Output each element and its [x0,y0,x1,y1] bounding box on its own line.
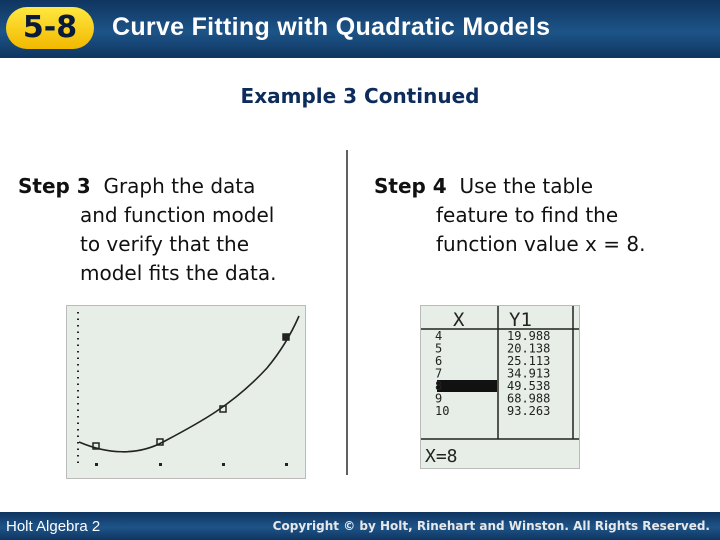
step3-line: Graph the data [103,174,256,198]
table-cell-x: 9 [435,391,443,406]
footer-book-title: Holt Algebra 2 [6,518,101,535]
table-cell-y1: 93.263 [507,404,551,418]
table-cell-x: 10 [435,404,450,418]
calculator-table-screen [420,305,580,469]
table-cell-y1: 49.538 [507,379,551,393]
selected-row-highlight [437,380,497,392]
table-cell-y1: 19.988 [507,329,551,343]
x-tick [222,463,225,466]
quadratic-curve [79,316,299,452]
table-svg [421,306,579,468]
example-subtitle: Example 3 Continued [240,84,480,108]
table-cell-x: 8 [435,379,443,393]
table-header-x: X [453,309,465,331]
graph-svg [67,306,305,478]
footer-bar [0,512,720,540]
step3-line: and function model [80,203,275,227]
data-point [283,334,289,340]
step3-line: model fits the data. [80,261,277,285]
table-cell-y1: 20.138 [507,341,551,356]
step4-text [374,172,645,259]
step4-line: Use the table [459,174,594,198]
lesson-number-badge: 5-8 [6,7,94,49]
footer-copyright: Copyright © by Holt, Rinehart and Winston. All Rights Reserved. [272,519,710,533]
table-cell-y1: 25.113 [507,354,551,368]
lesson-title: Curve Fitting with Quadratic Models [112,13,551,41]
x-tick [159,463,162,466]
x-tick [95,463,98,466]
table-header-y1: Y1 [509,309,532,331]
table-cell-x: 5 [435,341,443,356]
table-cell-x: 6 [435,354,443,368]
column-divider [346,150,348,475]
step4-line: function value x = 8. [436,232,646,256]
step3-label: Step 3 [18,174,91,198]
table-cell-y1: 34.913 [507,366,551,381]
calculator-graph-screen [66,305,306,479]
table-cell-x: 4 [435,329,443,343]
table-cell-x: 7 [435,366,443,381]
step4-label: Step 4 [374,174,447,198]
step4-line: feature to find the [436,203,619,227]
step3-text [18,172,276,288]
header-bar [0,0,720,58]
table-status: X=8 [425,446,458,467]
x-tick [285,463,288,466]
step3-line: to verify that the [80,232,250,256]
table-cell-y1: 68.988 [507,391,551,406]
